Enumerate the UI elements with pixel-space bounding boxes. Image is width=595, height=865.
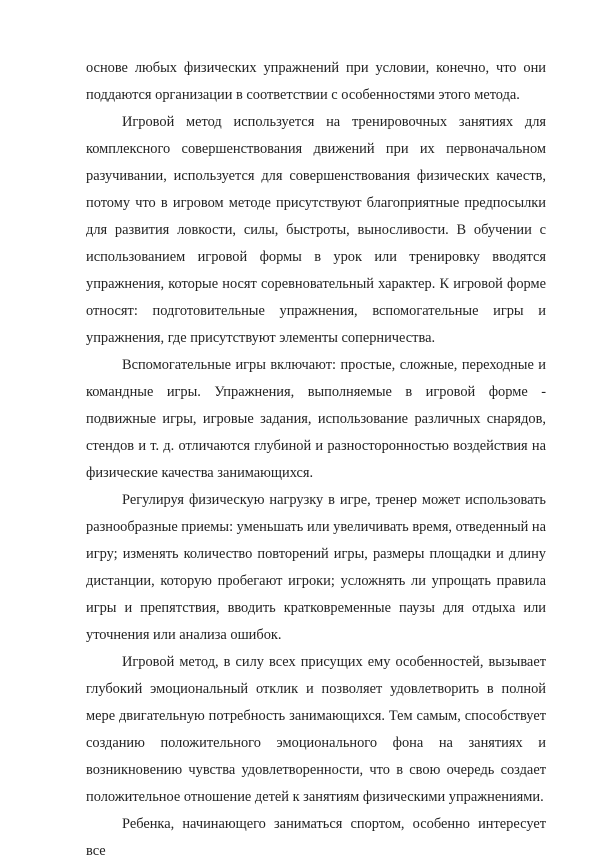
paragraph-2: Игровой метод используется на тренировочных занятиях для комплексного совершенствования движений при их первоначальном разучивании, используется для совершенствования физических качеств, потому что в игровом методе присутствуют благоприятные предпосылки для развития ловкости, силы, быстроты, выносливости. В обучении с использованием игровой формы в урок или тренировку вводятся упражнения, которые носят соревновательный характер. К игровой форме относят: подготовительные упражнения, вспомогательные игры и упражнения, где присутствуют элементы соперничества.: [86, 114, 546, 346]
paragraph-4: Регулируя физическую нагрузку в игре, тренер может использовать разнообразные приемы: уменьшать или увеличивать время, отведенный на игру; изменять количество повторений игры, размеры площадки и длину дистанции, которую пробегают игроки; усложнять ли упрощать правила игры и препятствия, вводить кратковременные паузы для отдыха или уточнения или анализа ошибок.: [86, 492, 547, 643]
paragraph-1: основе любых физических упражнений при условии, конечно, что они поддаются организации в соответствии с особенностями этого метода.: [86, 60, 546, 103]
paragraph-5: Игровой метод, в силу всех присущих ему особенностей, вызывает глубокий эмоциональный отклик и позволяет удовлетворить в полной мере двигательную потребность занимающихся. Тем самым, способствует созданию положительного эмоционального фона на занятиях и возникновению чувства удовлетворенности, что в свою очередь создает положительное отношение детей к занятиям физическими упражнениями.: [86, 654, 546, 805]
paragraph-3: Вспомогательные игры включают: простые, сложные, переходные и командные игры. Упражнения, выполняемые в игровой форме - подвижные игры, игровые задания, использование различных снарядов, стендов и т. д. отличаются глубиной и разносторонностью воздействия на физические качества занимающихся.: [86, 357, 546, 481]
paragraph-6: Ребенка, начинающего заниматься спортом, особенно интересует все: [86, 816, 546, 859]
document-page: [86, 55, 546, 865]
